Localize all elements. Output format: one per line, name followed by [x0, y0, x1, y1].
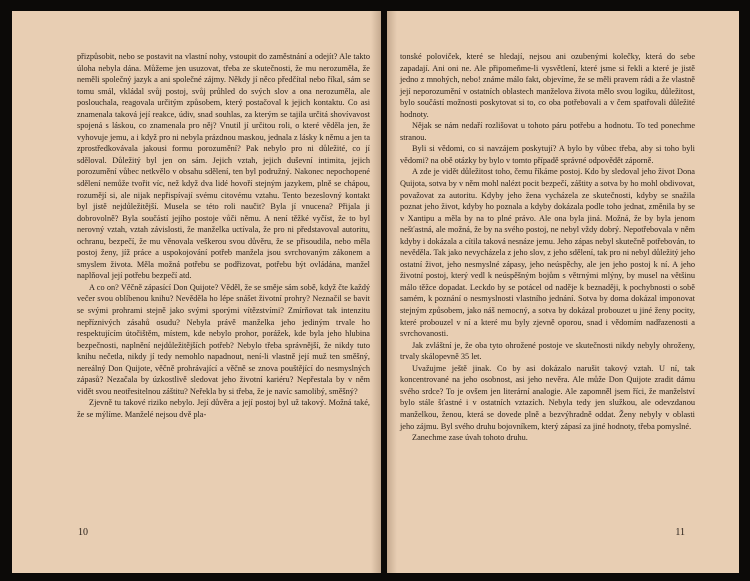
paragraph: Nějak se nám nedaří rozlišovat u tohoto páru potřebu a hodnotu. To ted ponechme stranou.: [400, 121, 695, 142]
right-page-text: [400, 51, 695, 444]
page-number: 10: [78, 527, 88, 538]
paragraph: tonské poloviček, které se hledají, nejsou ani ozubenými kolečky, která do sebe zapadají. Ani oni ne. Ale připomeňme-li vysvětlení, které jsme si řekli a které je jistě jedno z mnohých, nebo! známe málo fakt, objevíme, že se měli pravem rádi a že vlastně její neporozumění v ostatních oblastech manželova života mělo svou logiku, důležitost, bylo součástí možnosti poskytovat si to, co oba potřebovali a v čem spatřovali důležité hodnoty.: [400, 52, 695, 119]
paragraph: Byli si vědomi, co si navzájem poskytují? A bylo by vůbec třeba, aby si toho byli vědomi? na obě otázky by bylo v tomto případě správné odpovědět záporně.: [400, 144, 695, 165]
paragraph: Zjevně tu takové riziko nebylo. Její důvěra a její postoj byl už takový. Možná také, že se mýlíme. Manželé nejsou dvě pla-: [77, 398, 370, 419]
left-page: [12, 11, 381, 573]
paragraph: přizpůsobit, nebo se postavit na vlastní nohy, vstoupit do zaměstnání a odejít? Ale takto úloha nebyla dána. Můžeme jen usuzovat, třeba ze skutečnosti, že mu nerozuměla, že neměli společný jazyk a ani společné zájmy. Někdy jí něco předčítal nebo říkal, sám se tomu smál, vkládal svůj postoj, svůj průhled do svých slov a ona nerozuměla, ale poslouchala, reagovala určitým způsobem, který postačoval k jejich kontaktu. Co asi znamenala taková její reakce, údiv, snad souhlas, za kterým se tajila určitá shovívavost spojená s láskou, co znamenala pro něj? Vnutil jí určitou roli, o které věděla jen, že vyhovuje jemu, a i když pro ni nebyla prázdnou maskou, jednala z lásky k němu a jen ta zprostředkovávala jakousi formu porozumění? Pak nebylo pro ni důležité, co jí sděloval. Důležitý byl jen on sám. Jejich vztah, jejich duševní intimita, jejich porozumění vůbec netkvělo v obsahu sdělení, ten byl podružný. Nakonec nepochopené sdělení nemůže tvořit víc, než když dva lidé hovoří stejným jazykem, plně se chápou, rozumějí si, ale nijak nepřispívají svému citovému vztahu. Tento bezeslovný kontakt byl jistě nejdůležitější. Musela se této roli naučit? Byla jí vnucena? Přijala ji dobrovolně? Byla součástí jejího postoje vůči němu. A není těžké vyčíst, že to byl nerovný vztah, vztah závislosti, že manželka uctívala, že pro ni představoval autoritu, ochranu, bezpečí, že mu věnovala veškerou svou důvěru, že se přisoudila, nebo měla postoj ženy, jíž práce a uspokojování potřeb manžela jsou svrchovaným zákonem a smyslem života. Měla možná potřebu se podřizovat, potřebu být ovládána, manžel naplňoval její potřebu bezpečí atd.: [77, 52, 370, 281]
page-number: 11: [675, 527, 685, 538]
paragraph: A zde je vidět důležitost toho, čemu říkáme postoj. Kdo by sledoval jeho život Dona Quijota, sotva by v něm mohl nalézt pocit bezpečí, záštity a sotva by ho mohl obdivovat, považovat za autoritu. Kdyby jeho žena vycházela ze skutečnosti, kdyby se snažila poznat jeho život, kdyby ho poznala a kdyby dokázala podle toho jednat, změnila by se v Xantipu a měla by na to plné právo. Ale ona byla jiná. Možná, že by byla jenom nešťastná, ale možná, že by na svého postoj, ne nebyl vždy dobrý. Nepotřebovala v něm kdyby i dokázala a cítila taková nesnáze jemu. Jeho zápas nebyl skutečně potřebován, to nevěděla. Tak jako nevycházela z jeho slov, z jeho sdělení, tak pro ni nebyl důležitý jeho ostatní život, jeho nesmyslné zápasy, jeho neúspěchy, ale jen jeho postoj k ní. A jeho životní postoj, který vedl k neúspěšným bojům s větrnými mlýny, by musel na většinu málo těžce dopadat. Leckdo by se potácel od naděje k beznaději, k pochybnosti o sobě samém, k poznání o nesmyslnosti vlastního jednání. Sotva by doma dokázal imponovat stejným způsobem, jako náš nemocný, a sotva by dokázal probouzet u jiné ženy pocity, které probouzel v ní a které mu byly zjevně oporou, snad i vědomím nadřazenosti a svrchovanosti.: [400, 167, 695, 339]
right-page: [387, 11, 739, 573]
gutter-shadow: [387, 11, 397, 573]
gutter-shadow: [371, 11, 381, 573]
paragraph: Uvažujme ještě jinak. Co by asi dokázalo narušit takový vztah. U ní, tak koncentrované na jeho osobnost, asi jeho nevěra. Ale může Don Quijote zradit dámu svého srdce? To je ovšem jen literární analogie. Ale zapomněl jsem říci, že manželství bylo stále šťastné i v ostatních vztazích. Nebyla tedy jen služkou, ale odevzdanou manželkou, ženou, která se dovede plně a bezvýhradně oddat. Ženy nebyly v oblasti jeho zájmu. Byl svého druhu bojovníkem, který zápasí za jiné hodnoty, třeba pomyslné.: [400, 363, 695, 431]
paragraph: A co on? Věčně zápasící Don Quijote? Věděl, že se směje sám sobě, když čte každý večer svou oblíbenou knihu? Nevěděla ho lépe snášet životní prohry? Neznačil se bavit se svými prohrami stejně jako svými sporými vítězstvími? Zmírňovat tak intenzitu nepříznivých zásahů osudu? Nebyla právě manželka jeho jediným trvale ho respektujícím útočištěm, místem, kde nebylo prohor, porážek, kde byla jeho hlubina bezpečnosti, naplnění nejdůležitějších potřeb? Nebylo třeba správnější, že nikdy tuto knihu nečetla, nikdy jí tedy nemohlo napadnout, není-li vlastně její muž ten směšný, nereálný Don Quijote, věčně prohrávající a věčně se znova pouštějící do nesmyslných zápasů? Nezačala by úzkostlivě sledovat jeho životní kariéru? Nepřestala by v něm vidět svou neotřesitelnou záštitu? Neřekla by si třeba, že je navíc samolibý, směšný?: [77, 282, 370, 396]
left-page-text: [77, 51, 370, 421]
paragraph: Jak zvláštní je, že oba tyto ohrožené postoje ve skutečnosti nikdy nebyly ohroženy, trvaly skálopevně 35 let.: [400, 340, 695, 362]
paragraph: Zanechme zase úvah tohoto druhu.: [412, 433, 528, 443]
